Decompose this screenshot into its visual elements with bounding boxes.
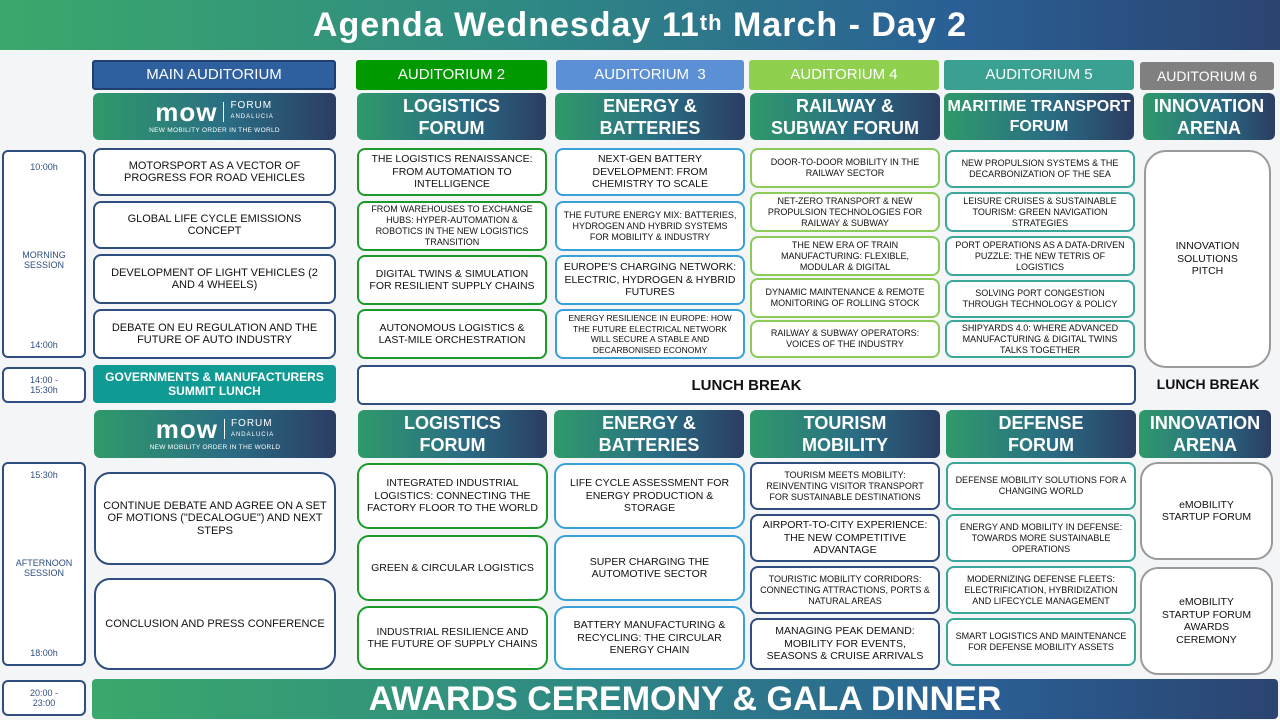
session-card[interactable]: GLOBAL LIFE CYCLE EMISSIONS CONCEPT [93, 201, 336, 249]
session-card[interactable]: MANAGING PEAK DEMAND: MOBILITY FOR EVENTS, SEASONS & CRUISE ARRIVALS [750, 618, 940, 670]
session-card-startup-awards[interactable]: eMOBILITY STARTUP FORUM AWARDS CEREMONY [1140, 567, 1273, 675]
column-header-aud6: AUDITORIUM 6 [1140, 62, 1274, 90]
forum-banner-logistics: LOGISTICS FORUM [358, 410, 547, 458]
forum-banner-innovation: INNOVATION ARENA [1143, 93, 1275, 140]
session-card[interactable]: EUROPE'S CHARGING NETWORK: ELECTRIC, HYDROGEN & HYBRID FUTURES [555, 255, 745, 305]
session-card[interactable]: THE LOGISTICS RENAISSANCE: FROM AUTOMATION TO INTELLIGENCE [357, 148, 547, 196]
session-card[interactable]: SUPER CHARGING THE AUTOMOTIVE SECTOR [554, 535, 745, 601]
session-card[interactable]: NET-ZERO TRANSPORT & NEW PROPULSION TECHNOLOGIES FOR RAILWAY & SUBWAY [750, 192, 940, 232]
session-card[interactable]: INTEGRATED INDUSTRIAL LOGISTICS: CONNECTING THE FACTORY FLOOR TO THE WORLD [357, 463, 548, 529]
session-card[interactable]: MOTORSPORT AS A VECTOR OF PROGRESS FOR ROAD VEHICLES [93, 148, 336, 196]
session-card[interactable]: TOURISTIC MOBILITY CORRIDORS: CONNECTING ATTRACTIONS, PORTS & NATURAL AREAS [750, 566, 940, 614]
session-card[interactable]: NEW PROPULSION SYSTEMS & THE DECARBONIZATION OF THE SEA [945, 150, 1135, 188]
session-card[interactable]: AIRPORT-TO-CITY EXPERIENCE: THE NEW COMPETITIVE ADVANTAGE [750, 514, 940, 562]
gala-time: 20:00 - 23:00 [2, 680, 86, 716]
governments-summit-lunch[interactable]: GOVERNMENTS & MANUFACTURERS SUMMIT LUNCH [93, 365, 336, 403]
column-header-aud2: AUDITORIUM 2 [356, 60, 547, 90]
forum-banner-tourism: TOURISM MOBILITY [750, 410, 940, 458]
session-card[interactable]: ENERGY AND MOBILITY IN DEFENSE: TOWARDS MORE SUSTAINABLE OPERATIONS [946, 514, 1136, 562]
column-header-aud3: AUDITORIUM 3 [556, 60, 744, 90]
gala-dinner-banner[interactable]: AWARDS CEREMONY & GALA DINNER [92, 679, 1278, 719]
lunch-break-label-aud6: LUNCH BREAK [1156, 376, 1260, 392]
session-card[interactable]: THE FUTURE ENERGY MIX: BATTERIES, HYDROGEN AND HYBRID SYSTEMS FOR MOBILITY & INDUSTRY [555, 201, 745, 251]
session-card[interactable]: PORT OPERATIONS AS A DATA-DRIVEN PUZZLE: THE NEW TETRIS OF LOGISTICS [945, 236, 1135, 276]
session-card[interactable]: TOURISM MEETS MOBILITY: REINVENTING VISITOR TRANSPORT FOR SUSTAINABLE DESTINATIONS [750, 462, 940, 510]
session-card[interactable]: CONTINUE DEBATE AND AGREE ON A SET OF MOTIONS ("DECALOGUE") AND NEXT STEPS [94, 472, 336, 565]
session-card[interactable]: DIGITAL TWINS & SIMULATION FOR RESILIENT SUPPLY CHAINS [357, 255, 547, 305]
session-card[interactable]: SOLVING PORT CONGESTION THROUGH TECHNOLOGY & POLICY [945, 280, 1135, 318]
mow-forum-logo: mow FORUM ANDALUCIA NEW MOBILITY ORDER IN THE WORLD [93, 93, 336, 140]
session-card[interactable]: DEFENSE MOBILITY SOLUTIONS FOR A CHANGING WORLD [946, 462, 1136, 510]
column-header-aud4: AUDITORIUM 4 [749, 60, 939, 90]
session-card[interactable]: FROM WAREHOUSES TO EXCHANGE HUBS: HYPER-AUTOMATION & ROBOTICS IN THE NEW LOGISTICS TRANSITION [357, 201, 547, 251]
session-card-startup-forum[interactable]: eMOBILITY STARTUP FORUM [1140, 462, 1273, 560]
session-card[interactable]: MODERNIZING DEFENSE FLEETS: ELECTRIFICATION, HYBRIDIZATION AND LIFECYCLE MANAGEMENT [946, 566, 1136, 614]
session-card[interactable]: RAILWAY & SUBWAY OPERATORS: VOICES OF THE INDUSTRY [750, 320, 940, 358]
morning-session-time: 10:00h MORNING SESSION 14:00h [2, 150, 86, 358]
afternoon-session-time: 15:30h AFTERNOON SESSION 18:00h [2, 462, 86, 666]
column-header-main: MAIN AUDITORIUM [92, 60, 336, 90]
session-card[interactable]: ENERGY RESILIENCE IN EUROPE: HOW THE FUTURE ELECTRICAL NETWORK WILL SECURE A STABLE AND DECARBONISED ECONOMY [555, 309, 745, 359]
mow-forum-logo: mow FORUM ANDALUCIA NEW MOBILITY ORDER IN THE WORLD [94, 410, 336, 458]
session-card[interactable]: LEISURE CRUISES & SUSTAINABLE TOURISM: GREEN NAVIGATION STRATEGIES [945, 192, 1135, 232]
forum-banner-maritime: MARITIME TRANSPORT FORUM [944, 93, 1134, 140]
forum-banner-energy: ENERGY & BATTERIES [554, 410, 744, 458]
session-card[interactable]: INDUSTRIAL RESILIENCE AND THE FUTURE OF SUPPLY CHAINS [357, 606, 548, 670]
session-card[interactable]: THE NEW ERA OF TRAIN MANUFACTURING: FLEXIBLE, MODULAR & DIGITAL [750, 236, 940, 276]
session-card[interactable]: GREEN & CIRCULAR LOGISTICS [357, 535, 548, 601]
session-card[interactable]: AUTONOMOUS LOGISTICS & LAST-MILE ORCHESTRATION [357, 309, 547, 359]
session-card[interactable]: BATTERY MANUFACTURING & RECYCLING: THE CIRCULAR ENERGY CHAIN [554, 606, 745, 670]
session-card[interactable]: DOOR-TO-DOOR MOBILITY IN THE RAILWAY SECTOR [750, 148, 940, 188]
forum-banner-defense: DEFENSE FORUM [946, 410, 1136, 458]
lunch-time: 14:00 - 15:30h [2, 367, 86, 403]
forum-banner-railway: RAILWAY & SUBWAY FORUM [750, 93, 940, 140]
session-card[interactable]: SMART LOGISTICS AND MAINTENANCE FOR DEFENSE MOBILITY ASSETS [946, 618, 1136, 666]
session-card-innovation-pitch[interactable]: INNOVATION SOLUTIONS PITCH [1144, 150, 1271, 368]
forum-banner-logistics: LOGISTICS FORUM [357, 93, 546, 140]
column-header-aud5: AUDITORIUM 5 [944, 60, 1134, 90]
session-card[interactable]: LIFE CYCLE ASSESSMENT FOR ENERGY PRODUCTION & STORAGE [554, 463, 745, 529]
forum-banner-energy: ENERGY & BATTERIES [555, 93, 745, 140]
page-title: Agenda Wednesday 11th March - Day 2 [0, 0, 1280, 50]
session-card[interactable]: SHIPYARDS 4.0: WHERE ADVANCED MANUFACTURING & DIGITAL TWINS TALKS TOGETHER [945, 320, 1135, 358]
session-card[interactable]: NEXT-GEN BATTERY DEVELOPMENT: FROM CHEMISTRY TO SCALE [555, 148, 745, 196]
lunch-break-banner: LUNCH BREAK [357, 365, 1136, 405]
session-card[interactable]: DYNAMIC MAINTENANCE & REMOTE MONITORING OF ROLLING STOCK [750, 278, 940, 318]
session-card[interactable]: DEBATE ON EU REGULATION AND THE FUTURE OF AUTO INDUSTRY [93, 309, 336, 359]
forum-banner-innovation: INNOVATION ARENA [1139, 410, 1271, 458]
session-card[interactable]: CONCLUSION AND PRESS CONFERENCE [94, 578, 336, 670]
session-card[interactable]: DEVELOPMENT OF LIGHT VEHICLES (2 AND 4 WHEELS) [93, 254, 336, 304]
